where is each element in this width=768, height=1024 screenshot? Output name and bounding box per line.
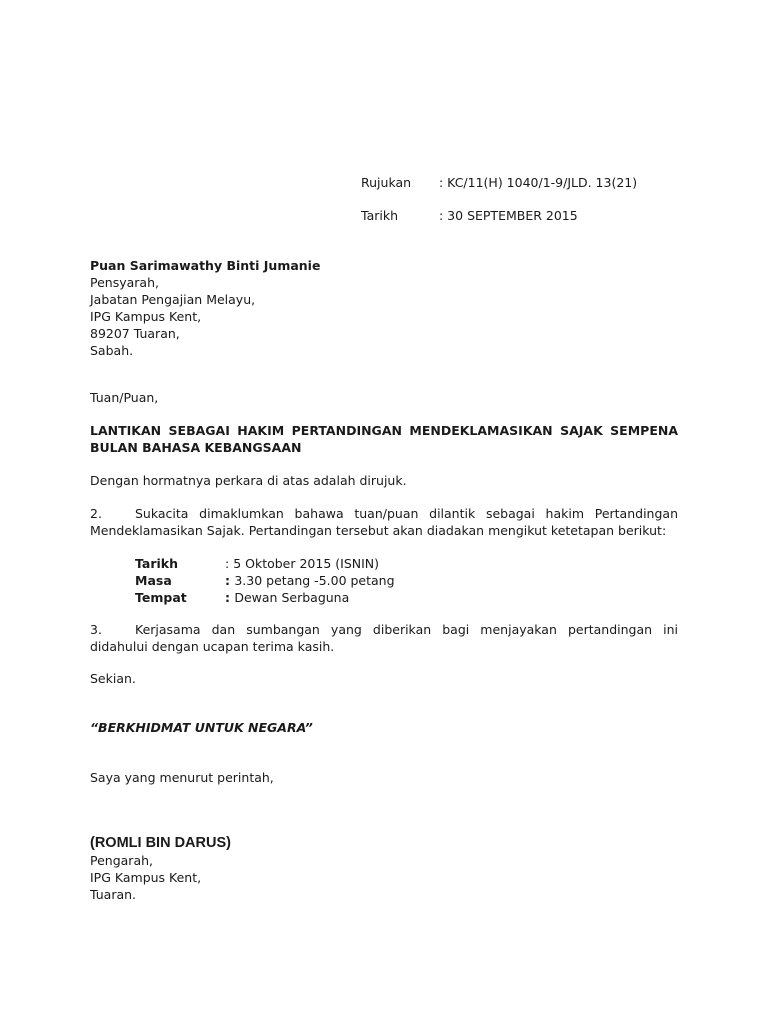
detail-separator: : (225, 590, 235, 605)
paragraph-text: Kerjasama dan sumbangan yang diberikan bagi menjayakan pertandingan ini didahului dengan ucapan terima kasih. (90, 622, 678, 654)
paragraph-number: 2. (90, 506, 102, 521)
reference-value: : KC/11(H) 1040/1-9/JLD. 13(21) (439, 175, 638, 190)
signer-name: (ROMLI BIN DARUS) (90, 835, 231, 851)
recipient-line: Pensyarah, (90, 275, 159, 290)
detail-row-time (135, 572, 395, 589)
detail-key: Masa (135, 573, 172, 588)
paragraph-text: Sukacita dimaklumkan bahawa tuan/puan dilantik sebagai hakim Pertandingan Mendeklamasikan Sajak. Pertandingan tersebut akan diadakan mengikut ketetapan berikut: (90, 506, 678, 538)
reference-label: Rujukan (361, 175, 412, 190)
opening-line: Dengan hormatnya perkara di atas adalah dirujuk. (90, 473, 407, 488)
recipient-line: Jabatan Pengajian Melayu, (90, 292, 256, 307)
date-value: : 30 SEPTEMBER 2015 (439, 208, 578, 223)
paragraph-number: 3. (90, 622, 102, 637)
detail-key: Tarikh (135, 556, 179, 571)
signer-line: Tuaran. (90, 887, 137, 902)
recipient-line: Sabah. (90, 343, 134, 358)
detail-row-date (135, 555, 395, 572)
recipient-name: Puan Sarimawathy Binti Jumanie (90, 258, 321, 273)
signer-line: IPG Kampus Kent, (90, 870, 202, 885)
date-label: Tarikh (361, 208, 398, 223)
detail-value: 5 Oktober 2015 (ISNIN) (233, 556, 380, 571)
reference-row (361, 174, 637, 191)
detail-row-venue (135, 589, 395, 606)
recipient-line: IPG Kampus Kent, (90, 309, 202, 324)
detail-separator: : (225, 573, 235, 588)
detail-separator: : (225, 556, 234, 571)
motto: “BERKHIDMAT UNTUK NEGARA” (90, 720, 313, 735)
closing: Sekian. (90, 671, 136, 686)
detail-value: Dewan Serbaguna (234, 590, 350, 605)
subject-heading: LANTIKAN SEBAGAI HAKIM PERTANDINGAN MENDEKLAMASIKAN SAJAK SEMPENA BULAN BAHASA KEBANGSAAN (90, 423, 678, 455)
signer-line: Pengarah, (90, 853, 153, 868)
recipient-address (90, 257, 320, 359)
signer-details (90, 852, 201, 903)
detail-value: 3.30 petang -5.00 petang (234, 573, 395, 588)
recipient-line: 89207 Tuaran, (90, 326, 180, 341)
date-row (361, 207, 578, 224)
salutation: Tuan/Puan, (90, 390, 159, 405)
detail-key: Tempat (135, 590, 187, 605)
complimentary-close: Saya yang menurut perintah, (90, 770, 274, 785)
event-details (135, 555, 395, 606)
paragraph-3 (90, 621, 678, 655)
paragraph-2 (90, 505, 678, 539)
